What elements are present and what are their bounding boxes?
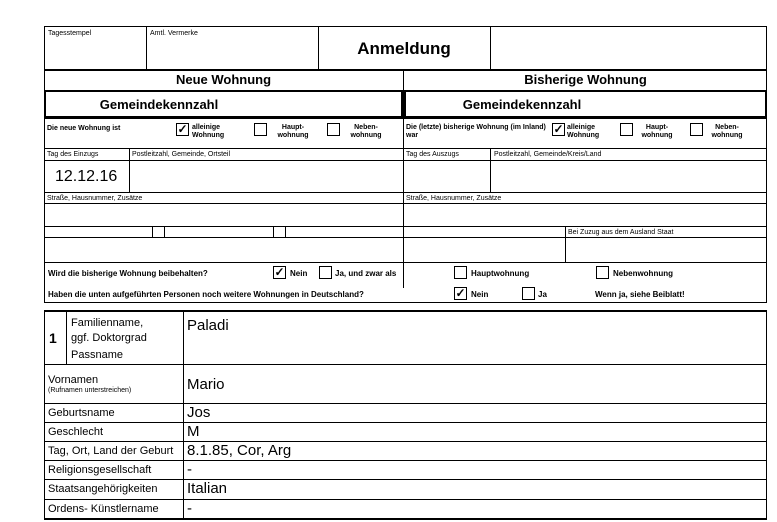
birth-value[interactable]: 8.1.85, Cor, Arg (187, 442, 292, 459)
abroad-country-label: Bei Zuzug aus dem Ausland Staat (568, 229, 674, 236)
new-sole-label: alleinige Wohnung (192, 124, 225, 139)
surname-label-2: ggf. Doktorgrad (71, 332, 147, 344)
nationality-label: Staatsangehörigkeiten (48, 483, 158, 495)
artist-name-label: Ordens- Künstlername (48, 503, 159, 515)
new-flat-title: Neue Wohnung (175, 72, 272, 87)
old-flat-title: Bisherige Wohnung (524, 72, 647, 87)
rule (44, 460, 767, 461)
keep-secondary-label: Nebenwohnung (613, 269, 673, 278)
label-column-divider (183, 312, 184, 518)
artist-name-value[interactable]: - (187, 500, 192, 517)
new-main-label: Haupt- wohnung (277, 124, 309, 139)
keep-no-label: Nein (290, 269, 308, 278)
first-names-value[interactable]: Mario (187, 376, 225, 393)
divider (490, 26, 491, 70)
person-number: 1 (49, 330, 57, 346)
more-no-label: Nein (471, 290, 489, 299)
rule (44, 441, 767, 442)
number-divider (66, 312, 67, 364)
religion-label: Religionsgesellschaft (48, 464, 152, 476)
rule (44, 364, 767, 365)
old-street-label: Straße, Hausnummer, Zusätze (406, 195, 502, 202)
old-main-label: Haupt- wohnung (641, 124, 673, 139)
form-title: Anmeldung (357, 39, 451, 58)
new-street-label: Straße, Hausnummer, Zusätze (47, 195, 143, 202)
birth-name-label: Geburtsname (48, 407, 115, 419)
flat-section-frame (44, 70, 767, 303)
keep-yes-label: Ja, und zwar als (335, 269, 397, 278)
surname-label-3: Passname (71, 349, 123, 361)
new-secondary-label: Neben- wohnung (350, 124, 382, 139)
new-postcode-label: Postleitzahl, Gemeinde, Ortsteil (132, 151, 231, 158)
notes-label: Amtl. Vermerke (150, 30, 198, 37)
old-secondary-label: Neben- wohnung (711, 124, 743, 139)
birth-label: Tag, Ort, Land der Geburt (48, 445, 174, 457)
rule (44, 422, 767, 423)
rule (44, 479, 767, 480)
move-out-date-label: Tag des Auszugs (406, 151, 459, 158)
old-flat-was-label: Die (letzte) bisherige Wohnung (im Inland) war (406, 124, 546, 139)
new-flat-is-label: Die neue Wohnung ist (47, 125, 121, 132)
rule (44, 499, 767, 500)
stamp-label: Tagesstempel (48, 30, 92, 37)
move-in-date-value[interactable]: 12.12.16 (55, 168, 118, 185)
first-names-hint: (Rufnamen unterstreichen) (48, 387, 132, 394)
new-sole-checkbox[interactable]: ✓ (177, 122, 188, 136)
gender-label: Geschlecht (48, 426, 104, 438)
nationality-value[interactable]: Italian (187, 480, 228, 497)
keep-main-label: Hauptwohnung (471, 269, 530, 278)
more-no-checkbox[interactable]: ✓ (455, 286, 466, 300)
more-yes-label: Ja (538, 290, 547, 299)
move-in-date-label: Tag des Einzugs (47, 151, 99, 158)
old-municipality-code-label: Gemeindekennzahl (462, 97, 582, 112)
more-question-label: Haben die unten aufgeführten Personen noch weitere Wohnungen in Deutschland? (48, 290, 364, 299)
keep-question-label: Wird die bisherige Wohnung beibehalten? (48, 269, 208, 278)
first-names-label: Vornamen (48, 374, 99, 386)
surname-value[interactable]: Paladi (187, 317, 229, 334)
old-sole-label: alleinige Wohnung (567, 124, 600, 139)
keep-no-checkbox[interactable]: ✓ (274, 265, 285, 279)
new-municipality-code-label: Gemeindekennzahl (99, 97, 219, 112)
birth-name-value[interactable]: Jos (187, 404, 211, 421)
rule (44, 403, 767, 404)
divider (146, 26, 147, 70)
old-sole-checkbox[interactable]: ✓ (553, 122, 564, 136)
surname-label-1: Familienname, (71, 317, 144, 329)
more-note: Wenn ja, siehe Beiblatt! (595, 290, 685, 299)
gender-value[interactable]: M (187, 423, 200, 440)
religion-value[interactable]: - (187, 461, 192, 478)
old-postcode-label: Postleitzahl, Gemeinde/Kreis/Land (494, 151, 602, 158)
